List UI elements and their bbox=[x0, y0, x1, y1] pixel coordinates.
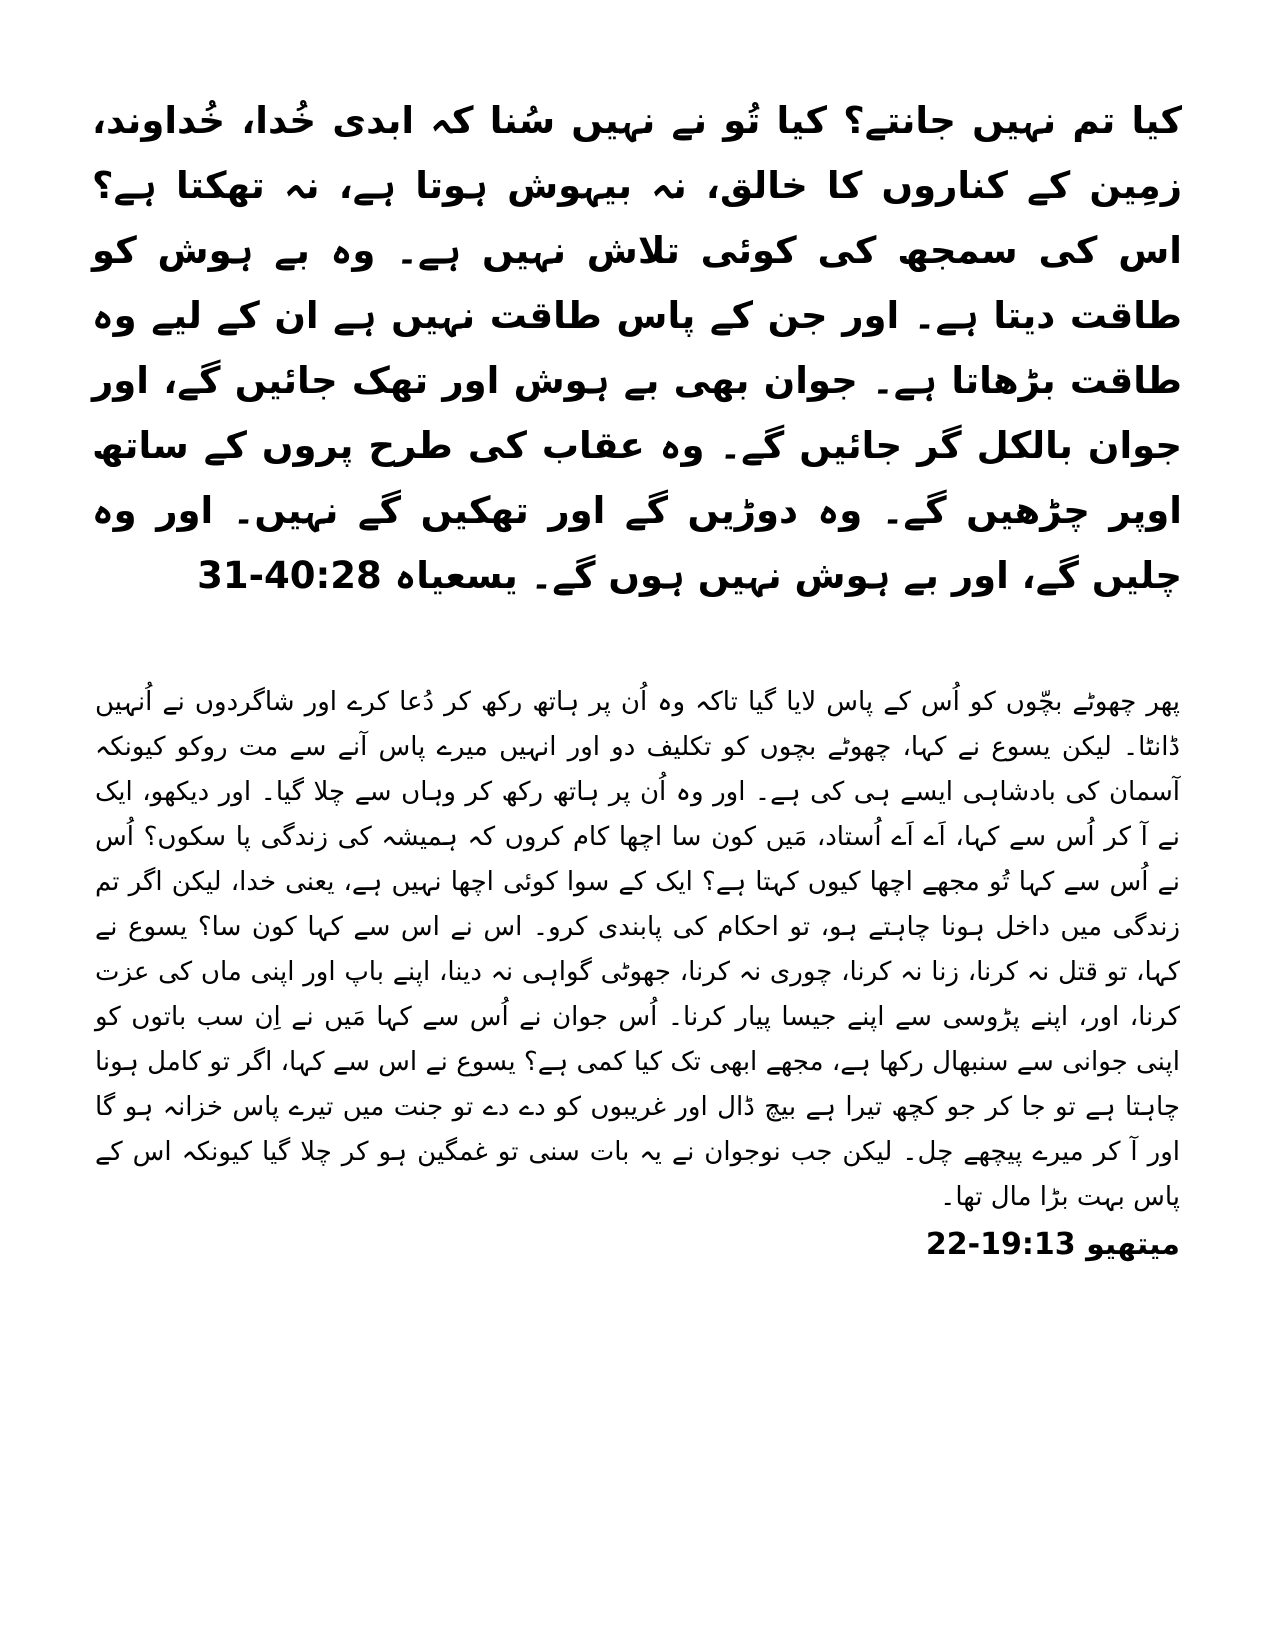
passage-isaiah bbox=[92, 88, 1182, 608]
passage-matthew-text: پھر چھوٹے بچّوں کو اُس کے پاس لایا گیا تاکہ وہ اُن پر ہاتھ رکھ کر دُعا کرے اور شاگردوں نے اُنہیں ڈانٹا۔ لیکن یسوع نے کہا، چھوٹے بچوں کو تکلیف دو اور انہیں میرے پاس آنے سے مت روکو کیونکہ آسمان کی بادشاہی ایسے ہی کی ہے۔ اور وہ اُن پر ہاتھ رکھ کر وہاں سے چلا گیا۔ اور دیکھو، ایک نے آ کر اُس سے کہا، اَے اَے اُستاد، مَیں کون سا اچھا کام کروں کہ ہمیشہ کی زندگی پا سکوں؟ اُس نے اُس سے کہا تُو مجھے اچھا کیوں کہتا ہے؟ ایک کے سوا کوئی اچھا نہیں ہے، یعنی خدا، لیکن اگر تم زندگی میں داخل ہونا چاہتے ہو، تو احکام کی پابندی کرو۔ اس نے اس سے کہا کون سا؟ یسوع نے کہا، تو قتل نہ کرنا، زنا نہ کرنا، چوری نہ کرنا، جھوٹی گواہی نہ دینا، اپنے باپ اور اپنی ماں کی عزت کرنا، اور، اپنے پڑوسی سے اپنے جیسا پیار کرنا۔ اُس جوان نے اُس سے کہا مَیں نے اِن سب باتوں کو اپنی جوانی سے سنبھال رکھا ہے، مجھے ابھی تک کیا کمی ہے؟ یسوع نے اس سے کہا، اگر تو کامل ہونا چاہتا ہے تو جا کر جو کچھ تیرا ہے بیچ ڈال اور غریبوں کو دے دے تو جنت میں تیرے پاس خزانہ ہو گا اور آ کر میرے پیچھے چل۔ لیکن جب نوجوان نے یہ بات سنی تو غمگین ہو کر چلا گیا کیونکہ اس کے پاس بہت بڑا مال تھا۔ bbox=[95, 687, 1180, 1212]
passage-matthew-reference: میتھیو 19:13-22 bbox=[925, 1227, 1180, 1262]
passage-matthew bbox=[95, 680, 1180, 1267]
passage-isaiah-text: کیا تم نہیں جانتے؟ کیا تُو نے نہیں سُنا کہ ابدی خُدا، خُداوند، زمِین کے کناروں کا خالق، نہ بیہوش ہوتا ہے، نہ تھکتا ہے؟ اس کی سمجھ کی کوئی تلاش نہیں ہے۔ وہ بے ہوش کو طاقت دیتا ہے۔ اور جن کے پاس طاقت نہیں ہے ان کے لیے وہ طاقت بڑھاتا ہے۔ جوان بھی بے ہوش اور تھک جائیں گے، اور جوان بالکل گر جائیں گے۔ وہ عقاب کی طرح پروں کے ساتھ اوپر چڑھیں گے۔ وہ دوڑیں گے اور تھکیں گے نہیں۔ اور وہ چلیں گے، اور بے ہوش نہیں ہوں گے۔ یسعیاہ 40:28-31 bbox=[92, 99, 1182, 597]
